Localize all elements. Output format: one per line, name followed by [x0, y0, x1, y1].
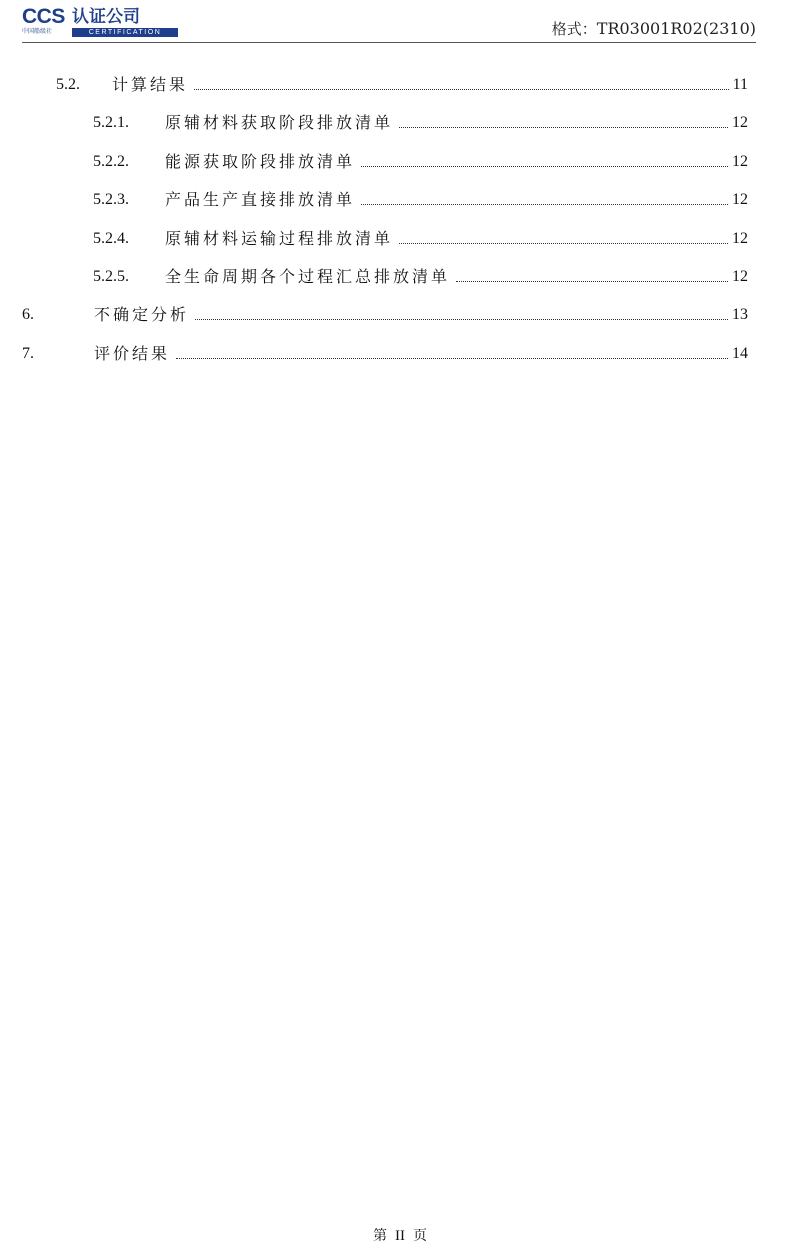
- toc-entry-page: 12: [732, 268, 748, 285]
- toc-entry-5-2-1[interactable]: [93, 110, 748, 134]
- logo-subtitle: 中国船级社: [22, 28, 53, 35]
- toc-dot-leader: [194, 89, 729, 90]
- toc-entry-number: 5.2.2.: [93, 153, 129, 170]
- page-footer: [0, 1226, 800, 1245]
- toc-entry-page: 11: [732, 76, 748, 93]
- toc-entry-page: 12: [732, 153, 748, 170]
- page-header: [22, 4, 756, 42]
- logo-certification-bar: CERTIFICATION: [72, 28, 178, 37]
- toc-entry-number: 7.: [22, 345, 34, 362]
- toc-dot-leader: [361, 204, 728, 205]
- toc-entry-page: 12: [732, 230, 748, 247]
- toc-entry-5-2-2[interactable]: [93, 149, 748, 173]
- toc-entry-6[interactable]: [22, 302, 748, 326]
- footer-page-number: II: [395, 1228, 405, 1244]
- toc-entry-7[interactable]: [22, 341, 748, 365]
- ccs-certification-logo: [22, 6, 182, 38]
- toc-entry-5-2-5[interactable]: [93, 264, 748, 288]
- toc-entry-title: 计算结果: [112, 75, 189, 94]
- toc-entry-number: 5.2.1.: [93, 114, 129, 131]
- toc-entry-title: 能源获取阶段排放清单: [165, 152, 356, 171]
- toc-entry-page: 12: [732, 114, 748, 131]
- toc-dot-leader: [361, 166, 728, 167]
- toc-entry-page: 13: [732, 306, 748, 323]
- toc-entry-title: 全生命周期各个过程汇总排放清单: [165, 267, 451, 286]
- toc-dot-leader: [399, 127, 728, 128]
- toc-entry-5-2[interactable]: [56, 72, 748, 96]
- toc-entry-title: 产品生产直接排放清单: [165, 190, 356, 209]
- toc-entry-title: 原辅材料运输过程排放清单: [165, 229, 394, 248]
- toc-entry-number: 5.2.4.: [93, 230, 129, 247]
- format-code: [552, 19, 756, 39]
- toc-dot-leader: [399, 243, 728, 244]
- toc-entry-number: 5.2.: [56, 76, 80, 93]
- footer-suffix: 页: [413, 1228, 427, 1244]
- toc-entry-page: 14: [732, 345, 748, 362]
- toc-entry-number: 6.: [22, 306, 34, 323]
- footer-prefix: 第: [373, 1228, 387, 1244]
- toc-entry-title: 评价结果: [94, 344, 171, 363]
- toc-entry-number: 5.2.5.: [93, 268, 129, 285]
- toc-entry-5-2-3[interactable]: [93, 187, 748, 211]
- toc-entry-5-2-4[interactable]: [93, 226, 748, 250]
- logo-ccs-text: CCS: [22, 5, 65, 28]
- toc-entry-page: 12: [732, 191, 748, 208]
- toc-dot-leader: [195, 319, 728, 320]
- toc-entry-number: 5.2.3.: [93, 191, 129, 208]
- format-label: 格式：: [551, 20, 597, 38]
- toc-entry-title: 不确定分析: [94, 305, 190, 324]
- format-value: TR03001R02(2310): [596, 19, 756, 38]
- toc-dot-leader: [176, 358, 728, 359]
- toc-entry-title: 原辅材料获取阶段排放清单: [165, 113, 394, 132]
- toc-dot-leader: [456, 281, 728, 282]
- logo-chinese-text: 认证公司: [72, 7, 140, 27]
- header-divider: [22, 42, 756, 43]
